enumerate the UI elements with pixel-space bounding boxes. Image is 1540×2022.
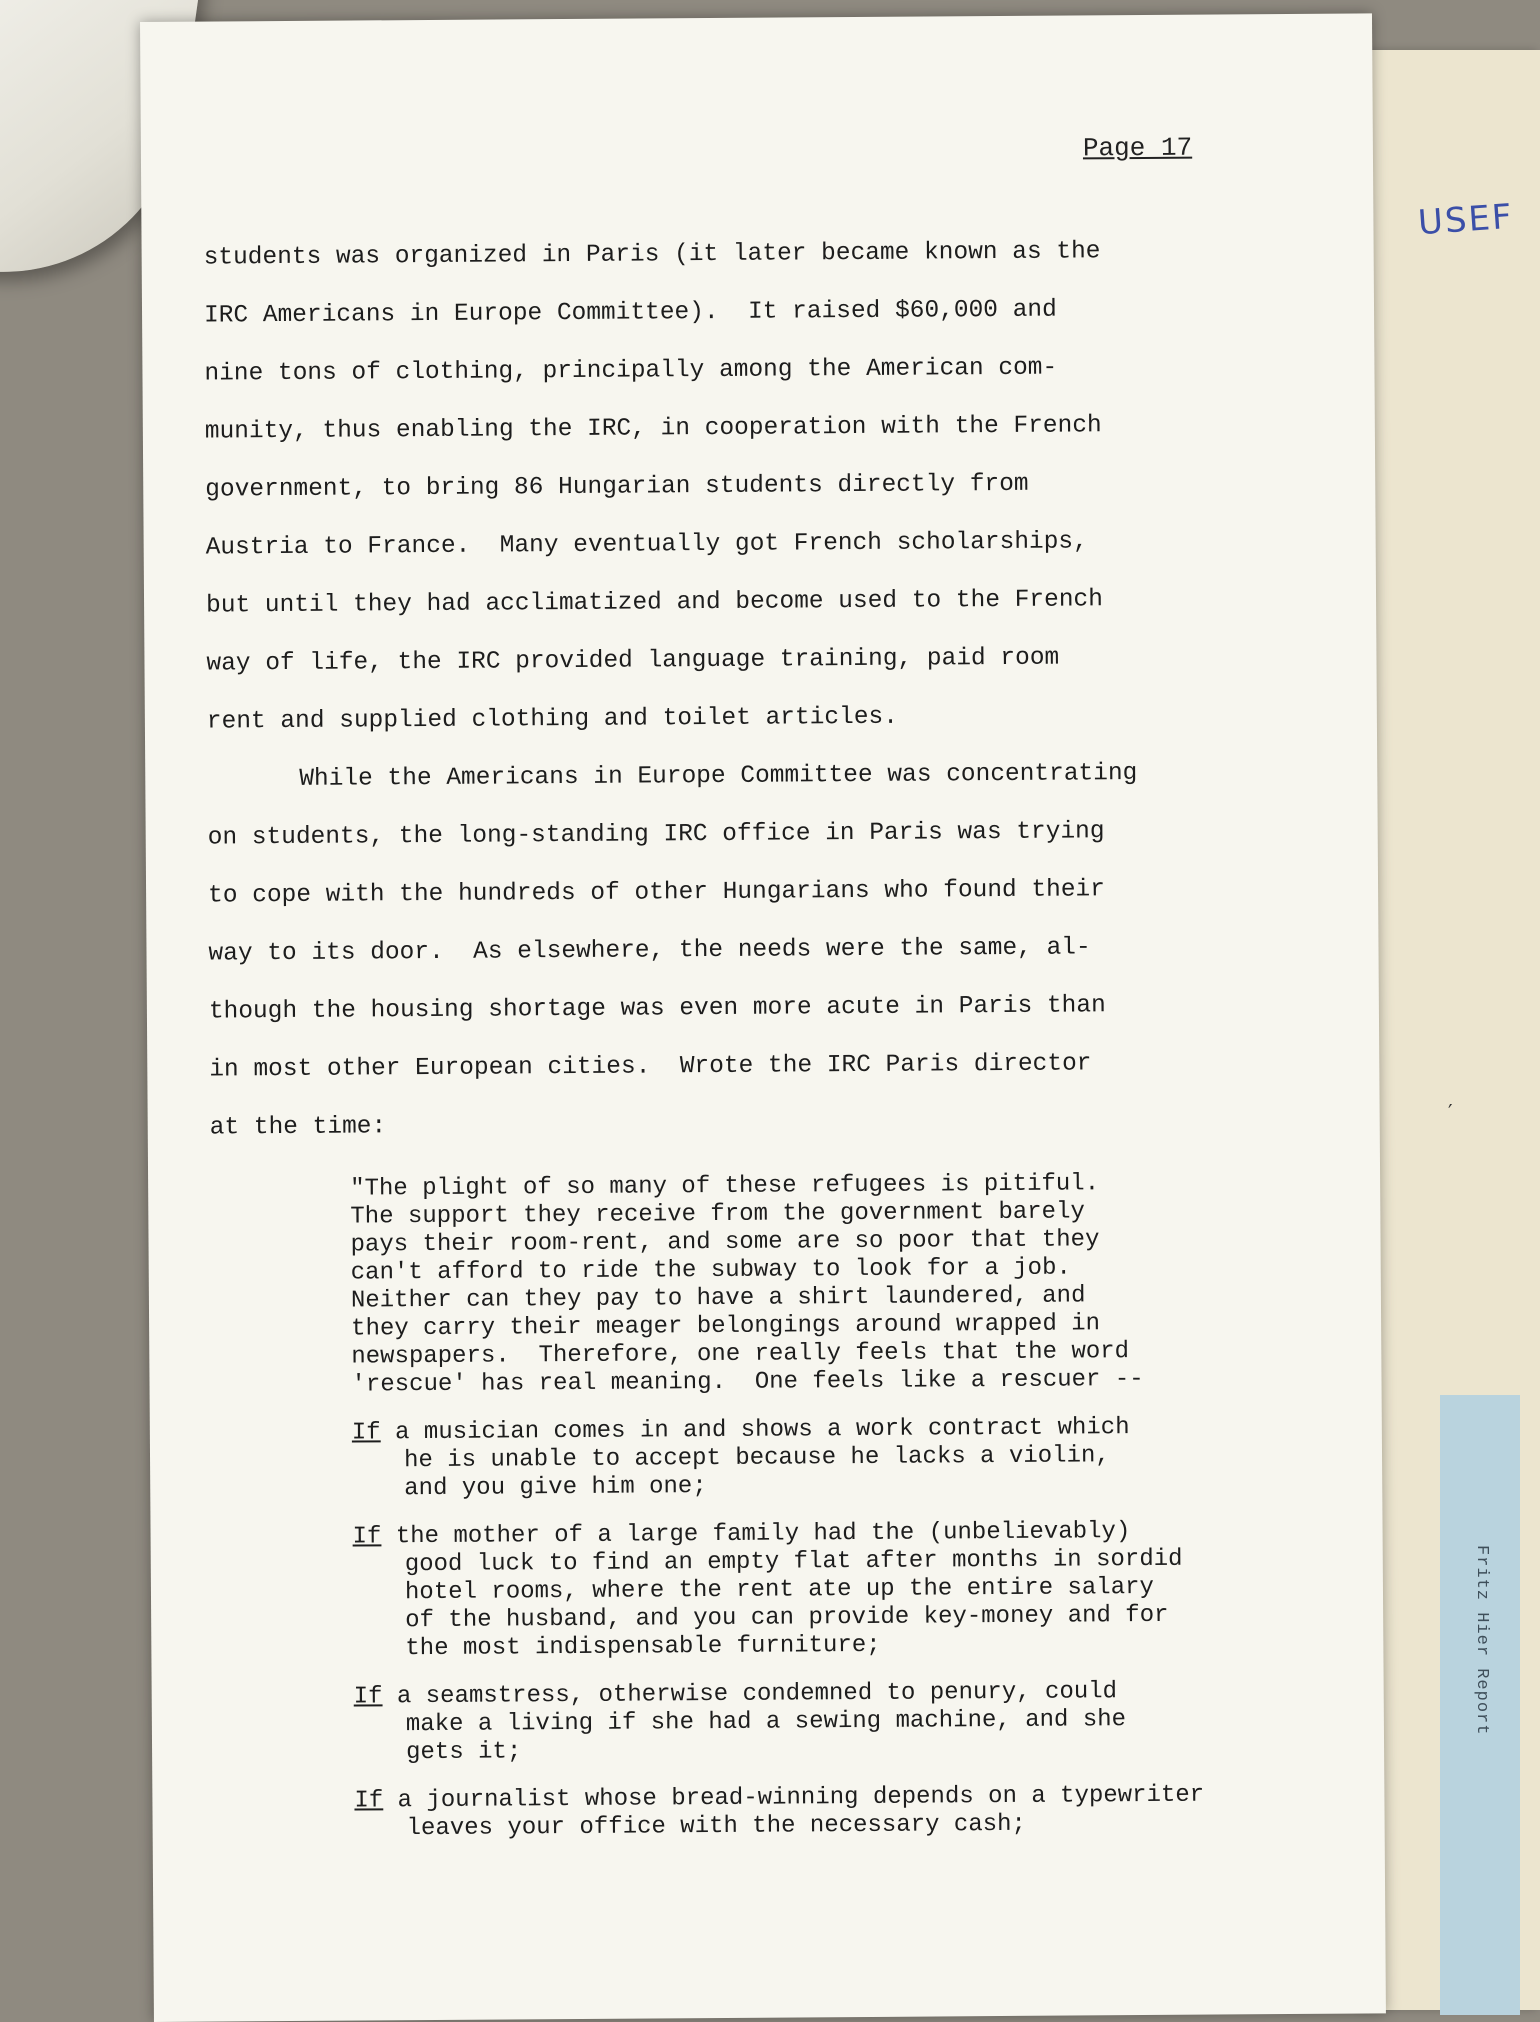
quote-paragraph bbox=[350, 1169, 1352, 1400]
condition-line: and you give him one; bbox=[404, 1473, 707, 1503]
condition-line: the mother of a large family had the (unbelievably) bbox=[395, 1518, 1131, 1551]
quote-line: pays their room-rent, and some are so poor that they bbox=[350, 1226, 1100, 1259]
condition-musician bbox=[352, 1413, 1353, 1504]
condition-line: hotel rooms, where the rent ate up the entire salary bbox=[404, 1573, 1154, 1607]
text-line: on students, the long-standing IRC office in Paris was trying bbox=[207, 818, 1105, 852]
condition-line: gets it; bbox=[405, 1738, 522, 1767]
body-text bbox=[203, 222, 1269, 1157]
text-line: munity, thus enabling the IRC, in cooperation with the French bbox=[204, 412, 1102, 446]
text-line: to cope with the hundreds of other Hungarians who found their bbox=[208, 876, 1106, 910]
paragraph-1 bbox=[203, 222, 1267, 751]
condition-seamstress bbox=[354, 1677, 1355, 1768]
text-line: While the Americans in Europe Committee was concentrating bbox=[299, 760, 1138, 793]
condition-line: a journalist whose bread-winning depends on a typewriter bbox=[397, 1781, 1205, 1815]
text-line: though the housing shortage was even more acute in Paris than bbox=[208, 992, 1106, 1026]
if-keyword: If bbox=[352, 1523, 382, 1551]
condition-mother bbox=[352, 1517, 1353, 1664]
director-quote bbox=[350, 1169, 1355, 1844]
quote-line: they carry their meager belongings around wrapped in bbox=[351, 1310, 1101, 1343]
quote-line: can't afford to ride the subway to look for a job. bbox=[350, 1254, 1071, 1287]
quote-line: Neither can they pay to have a shirt laundered, and bbox=[350, 1282, 1086, 1315]
quote-line: 'rescue' has real meaning. One feels like a rescuer -- bbox=[351, 1366, 1144, 1399]
condition-line: leaves your office with the necessary cash; bbox=[406, 1810, 1027, 1843]
if-keyword: If bbox=[351, 1419, 381, 1447]
condition-line: the most indispensable furniture; bbox=[405, 1631, 881, 1663]
condition-line: a seamstress, otherwise condemned to penury, could bbox=[396, 1678, 1118, 1711]
text-line: way of life, the IRC provided language training, paid room bbox=[206, 644, 1060, 678]
condition-line: good luck to find an empty flat after months in sordid bbox=[404, 1545, 1183, 1579]
text-line: rent and supplied clothing and toilet articles. bbox=[206, 703, 898, 736]
typewritten-page bbox=[140, 13, 1386, 2022]
text-line: students was organized in Paris (it later became known as the bbox=[203, 238, 1101, 272]
quote-line: newspapers. Therefore, one really feels that the word bbox=[351, 1338, 1130, 1371]
condition-line: he is unable to accept because he lacks a violin, bbox=[403, 1442, 1110, 1475]
text-line: IRC Americans in Europe Committee). It raised $60,000 and bbox=[203, 296, 1057, 330]
text-line: way to its door. As elsewhere, the needs were the same, al- bbox=[208, 934, 1091, 968]
text-line: Austria to France. Many eventually got French scholarships, bbox=[205, 528, 1088, 562]
condition-line: a musician comes in and shows a work contract which bbox=[394, 1414, 1130, 1447]
text-line: in most other European cities. Wrote the IRC Paris director bbox=[209, 1050, 1092, 1084]
condition-line: make a living if she had a sewing machine, and she bbox=[405, 1706, 1127, 1739]
handwritten-margin-note: USEF bbox=[1416, 196, 1515, 244]
quote-line: The support they receive from the government barely bbox=[350, 1198, 1085, 1231]
text-line: at the time: bbox=[209, 1113, 387, 1142]
if-keyword: If bbox=[354, 1787, 384, 1815]
quote-line: "The plight of so many of these refugees is pitiful. bbox=[350, 1170, 1100, 1203]
condition-journalist bbox=[354, 1781, 1354, 1844]
folder-tab-label: Fritz Hier Report bbox=[1472, 1545, 1491, 1736]
page-number: Page 17 bbox=[1082, 132, 1193, 164]
condition-line: of the husband, and you can provide key-money and for bbox=[405, 1601, 1169, 1635]
text-line: government, to bring 86 Hungarian students directly from bbox=[205, 470, 1029, 504]
text-line: but until they had acclimatized and become used to the French bbox=[205, 586, 1104, 620]
margin-tick-mark: ′ bbox=[1448, 1100, 1453, 1124]
text-line: nine tons of clothing, principally among the American com- bbox=[204, 354, 1058, 388]
paragraph-2 bbox=[207, 744, 1270, 1157]
if-keyword: If bbox=[353, 1683, 383, 1711]
